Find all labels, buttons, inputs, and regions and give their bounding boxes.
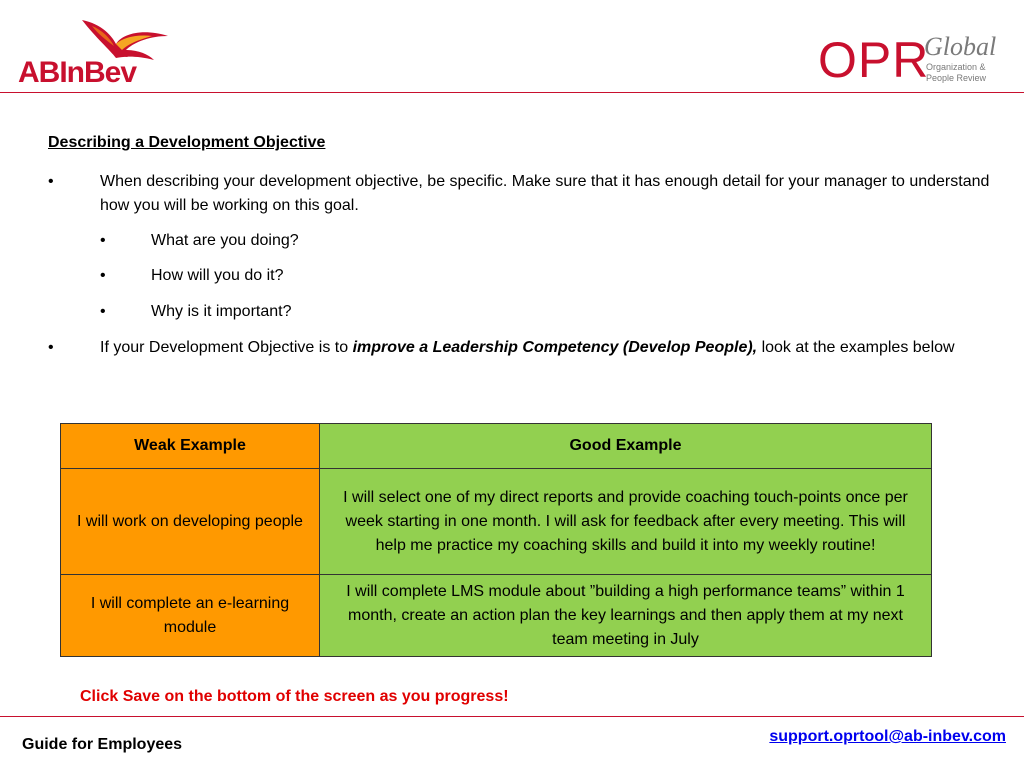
support-email-link[interactable]: support.oprtool@ab-inbev.com bbox=[769, 728, 1006, 745]
table-header-row bbox=[61, 424, 932, 469]
bullet-marker: • bbox=[100, 267, 106, 284]
footer-title: Guide for Employees bbox=[22, 736, 183, 753]
opr-wordmark: OPR bbox=[818, 32, 930, 88]
bullet-text: When describing your development objective, be specific. Make sure that it has enough detail for your manager to understand how you will be working on this goal. bbox=[100, 173, 990, 214]
emphasized-text: improve a Leadership Competency (Develop People), bbox=[352, 339, 758, 356]
bullet-marker: • bbox=[48, 339, 54, 356]
good-example-cell: I will complete LMS module about ”building a high performance teams” within 1 month, create an action plan the key learnings and then apply them at my next team meeting in July bbox=[320, 575, 932, 657]
global-wordmark: Global bbox=[924, 32, 997, 61]
sub-bullet-text: What are you doing? bbox=[151, 232, 299, 249]
examples-table bbox=[60, 423, 932, 657]
abinbev-wordmark: ABInBev bbox=[18, 56, 137, 89]
opr-global-logo bbox=[810, 30, 1010, 90]
bullet-marker: • bbox=[100, 232, 106, 249]
column-header-weak: Weak Example bbox=[61, 424, 320, 469]
good-example-cell: I will select one of my direct reports and provide coaching touch-points once per week starting in one month. I will ask for feedback after every meeting. This will help me practice my coaching skills and build it into my weekly routine! bbox=[320, 469, 932, 575]
weak-example-cell: I will work on developing people bbox=[61, 469, 320, 575]
table-row bbox=[61, 469, 932, 575]
section-heading: Describing a Development Objective bbox=[48, 134, 326, 151]
sub-bullet-text: How will you do it? bbox=[151, 267, 284, 284]
header-divider bbox=[0, 92, 1024, 93]
save-reminder: Click Save on the bottom of the screen as you progress! bbox=[80, 688, 509, 705]
bullet-text: If your Development Objective is to improve a Leadership Competency (Develop People), look at the examples below bbox=[100, 339, 955, 356]
table-row bbox=[61, 575, 932, 657]
weak-example-cell: I will complete an e-learning module bbox=[61, 575, 320, 657]
sub-bullet-text: Why is it important? bbox=[151, 303, 292, 320]
abinbev-logo bbox=[14, 10, 194, 90]
column-header-good: Good Example bbox=[320, 424, 932, 469]
logo-subtitle: Organization & People Review bbox=[926, 62, 987, 83]
footer-divider bbox=[0, 716, 1024, 717]
bullet-marker: • bbox=[100, 303, 106, 320]
bullet-marker: • bbox=[48, 173, 54, 190]
